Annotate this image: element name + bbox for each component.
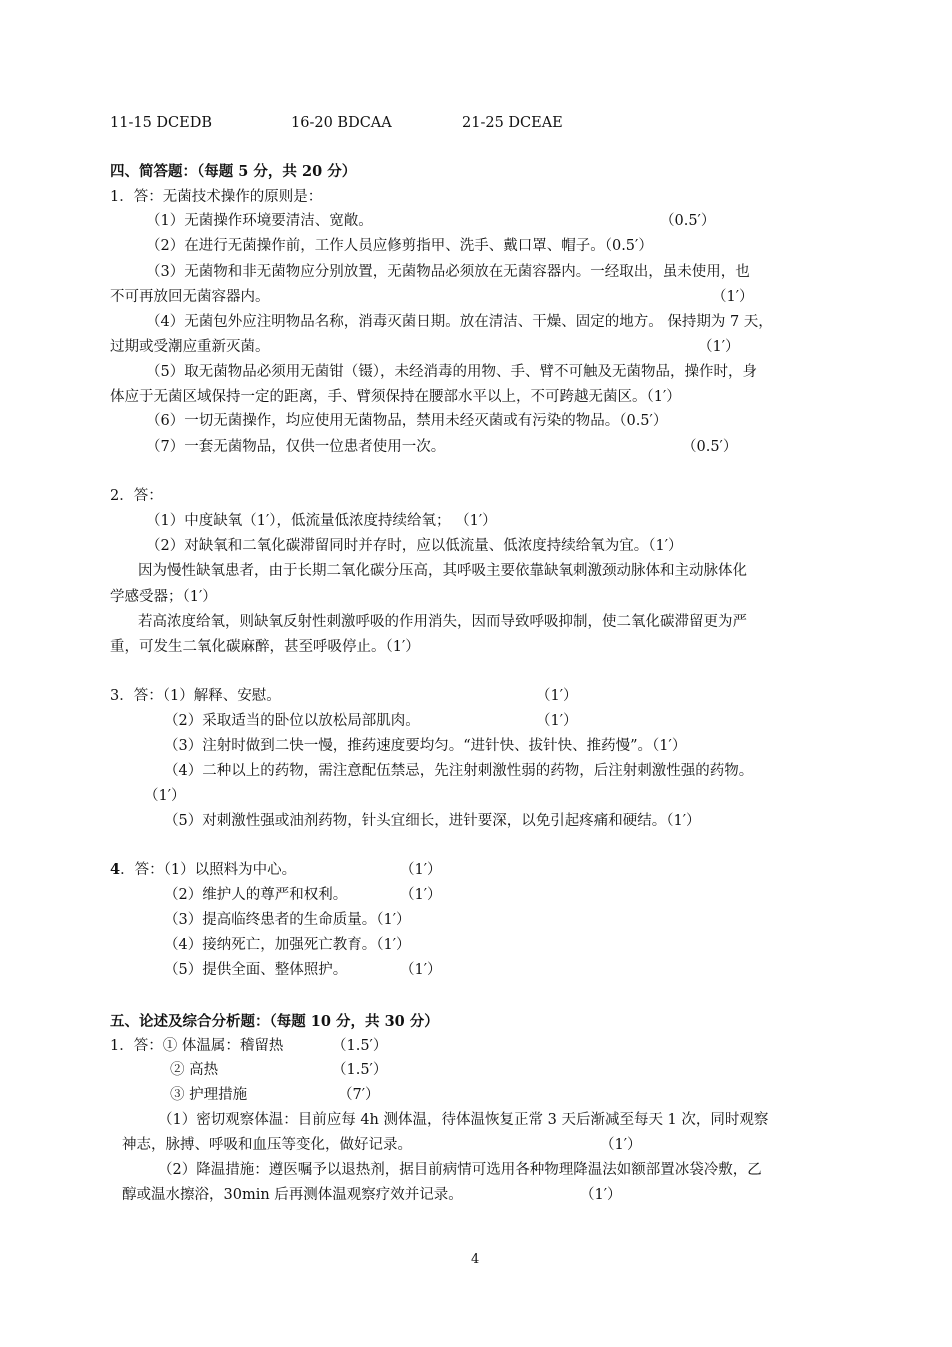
s5-q1-point-2-score: （1′）: [580, 1187, 622, 1203]
q4-point-1-score: （1′）: [400, 862, 442, 878]
q1-point-2: （2）在进行无菌操作前，工作人员应修剪指甲、洗手、戴口罩、帽子。（0.5′）: [146, 238, 653, 254]
s5-q1-line-3-score: （7′）: [338, 1087, 380, 1103]
q2-point-3-line-1: 因为慢性缺氧患者，由于长期二氧化碳分压高，其呼吸主要依靠缺氧刺激颈动脉体和主动脉体化: [138, 563, 747, 579]
s5-q1-line-1-score: （1.5′）: [332, 1038, 388, 1054]
q4-point-2-score: （1′）: [400, 887, 442, 903]
q4-point-1-text: ．答：（1）以照料为中心。: [120, 862, 297, 878]
q1-point-6: （6）一切无菌操作，均应使用无菌物品，禁用未经灭菌或有污染的物品。（0.5′）: [146, 413, 668, 429]
page-number: 4: [471, 1252, 480, 1267]
q1-point-5-line-2: 体应于无菌区域保持一定的距离，手、臂须保持在腰部水平以上，不可跨越无菌区。（1′）: [110, 389, 681, 405]
q1-point-7: （7）一套无菌物品，仅供一位患者使用一次。: [146, 439, 446, 455]
s5-q1-line-1: 1．答：① 体温属：稽留热: [110, 1038, 284, 1054]
q3-point-1: 3．答：（1）解释、安慰。: [110, 688, 281, 704]
s5-q1-point-2-line-2: 醇或温水擦浴，30min 后再测体温观察疗效并记录。: [122, 1187, 463, 1203]
answer-key-16-20: 16-20 BDCAA: [291, 115, 392, 131]
q4-point-5-score: （1′）: [400, 962, 442, 978]
q4-point-2: （2）维护人的尊严和权利。: [164, 887, 348, 903]
q1-point-5-line-1: （5）取无菌物品必须用无菌钳（镊），未经消毒的用物、手、臂不可触及无菌物品，操作时，身: [146, 364, 757, 380]
q4-point-3: （3）提高临终患者的生命质量。（1′）: [164, 912, 411, 928]
q1-point-3-line-1: （3）无菌物和非无菌物应分别放置，无菌物品必须放在无菌容器内。一经取出，虽未使用，也: [146, 264, 750, 280]
q1-point-3-score: （1′）: [712, 289, 754, 305]
q3-point-3: （3）注射时做到二快一慢，推药速度要均匀。“进针快、拔针快、推药慢”。（1′）: [164, 738, 687, 754]
q3-point-2: （2）采取适当的卧位以放松局部肌肉。: [164, 713, 420, 729]
q4-point-5: （5）提供全面、整体照护。: [164, 962, 348, 978]
s5-q1-point-1-score: （1′）: [600, 1137, 642, 1153]
q4-number: 4: [110, 861, 121, 878]
s5-q1-point-2-line-1: （2）降温措施：遵医嘱予以退热剂，据目前病情可选用各种物理降温法如额部置冰袋冷敷，乙: [158, 1162, 762, 1178]
q2-intro: 2．答：: [110, 488, 163, 504]
section-4-title: 四、简答题：（每题 5 分，共 20 分）: [110, 163, 357, 180]
q4-point-1: [110, 860, 296, 880]
answer-key-11-15: 11-15 DCEDB: [110, 115, 212, 131]
s5-q1-line-3: ③ 护理措施: [170, 1087, 248, 1103]
q2-point-3-line-2: 学感受器；（1′）: [110, 589, 217, 605]
q2-point-1: （1）中度缺氧（1′），低流量低浓度持续给氧； （1′）: [146, 513, 497, 529]
q2-point-2: （2）对缺氧和二氧化碳滞留同时并存时，应以低流量、低浓度持续给氧为宜。（1′）: [146, 538, 683, 554]
q1-point-4-line-1: （4）无菌包外应注明物品名称，消毒灭菌日期。放在清洁、干燥、固定的地方。 保持期为 7 天，: [146, 314, 773, 330]
s5-q1-point-1-line-2: 神志，脉搏、呼吸和血压等变化，做好记录。: [122, 1137, 412, 1153]
q3-point-5: （5）对刺激性强或油剂药物，针头宜细长，进针要深，以免引起疼痛和硬结。（1′）: [164, 813, 701, 829]
q3-point-4-line-1: （4）二种以上的药物，需注意配伍禁忌，先注射刺激性弱的药物，后注射刺激性强的药物。: [164, 763, 754, 779]
q3-point-4-line-2: （1′）: [144, 788, 186, 804]
answer-key-21-25: 21-25 DCEAE: [462, 115, 563, 131]
section-5-title: 五、论述及综合分析题：（每题 10 分，共 30 分）: [110, 1013, 439, 1030]
q1-point-4-line-2: 过期或受潮应重新灭菌。: [110, 339, 270, 355]
q3-point-1-score: （1′）: [536, 688, 578, 704]
q1-point-1: （1）无菌操作环境要清洁、宽敞。: [146, 213, 373, 229]
q2-point-4-line-2: 重，可发生二氧化碳麻醉，甚至呼吸停止。（1′）: [110, 639, 420, 655]
q1-point-1-score: （0.5′）: [660, 213, 716, 229]
q1-point-3-line-2: 不可再放回无菌容器内。: [110, 289, 270, 305]
q1-point-7-score: （0.5′）: [682, 439, 738, 455]
s5-q1-line-2: ② 高热: [170, 1062, 219, 1078]
q1-point-4-score: （1′）: [698, 339, 740, 355]
q4-point-4: （4）接纳死亡，加强死亡教育。（1′）: [164, 937, 411, 953]
s5-q1-line-2-score: （1.5′）: [332, 1062, 388, 1078]
q2-point-4-line-1: 若高浓度给氧，则缺氧反射性刺激呼吸的作用消失，因而导致呼吸抑制，使二氧化碳滞留更为严: [138, 614, 747, 630]
q1-intro: 1．答：无菌技术操作的原则是：: [110, 189, 323, 205]
s5-q1-point-1-line-1: （1）密切观察体温：目前应每 4h 测体温，待体温恢复正常 3 天后渐减至每天 1 次，同时观察: [158, 1112, 769, 1128]
q3-point-2-score: （1′）: [536, 713, 578, 729]
